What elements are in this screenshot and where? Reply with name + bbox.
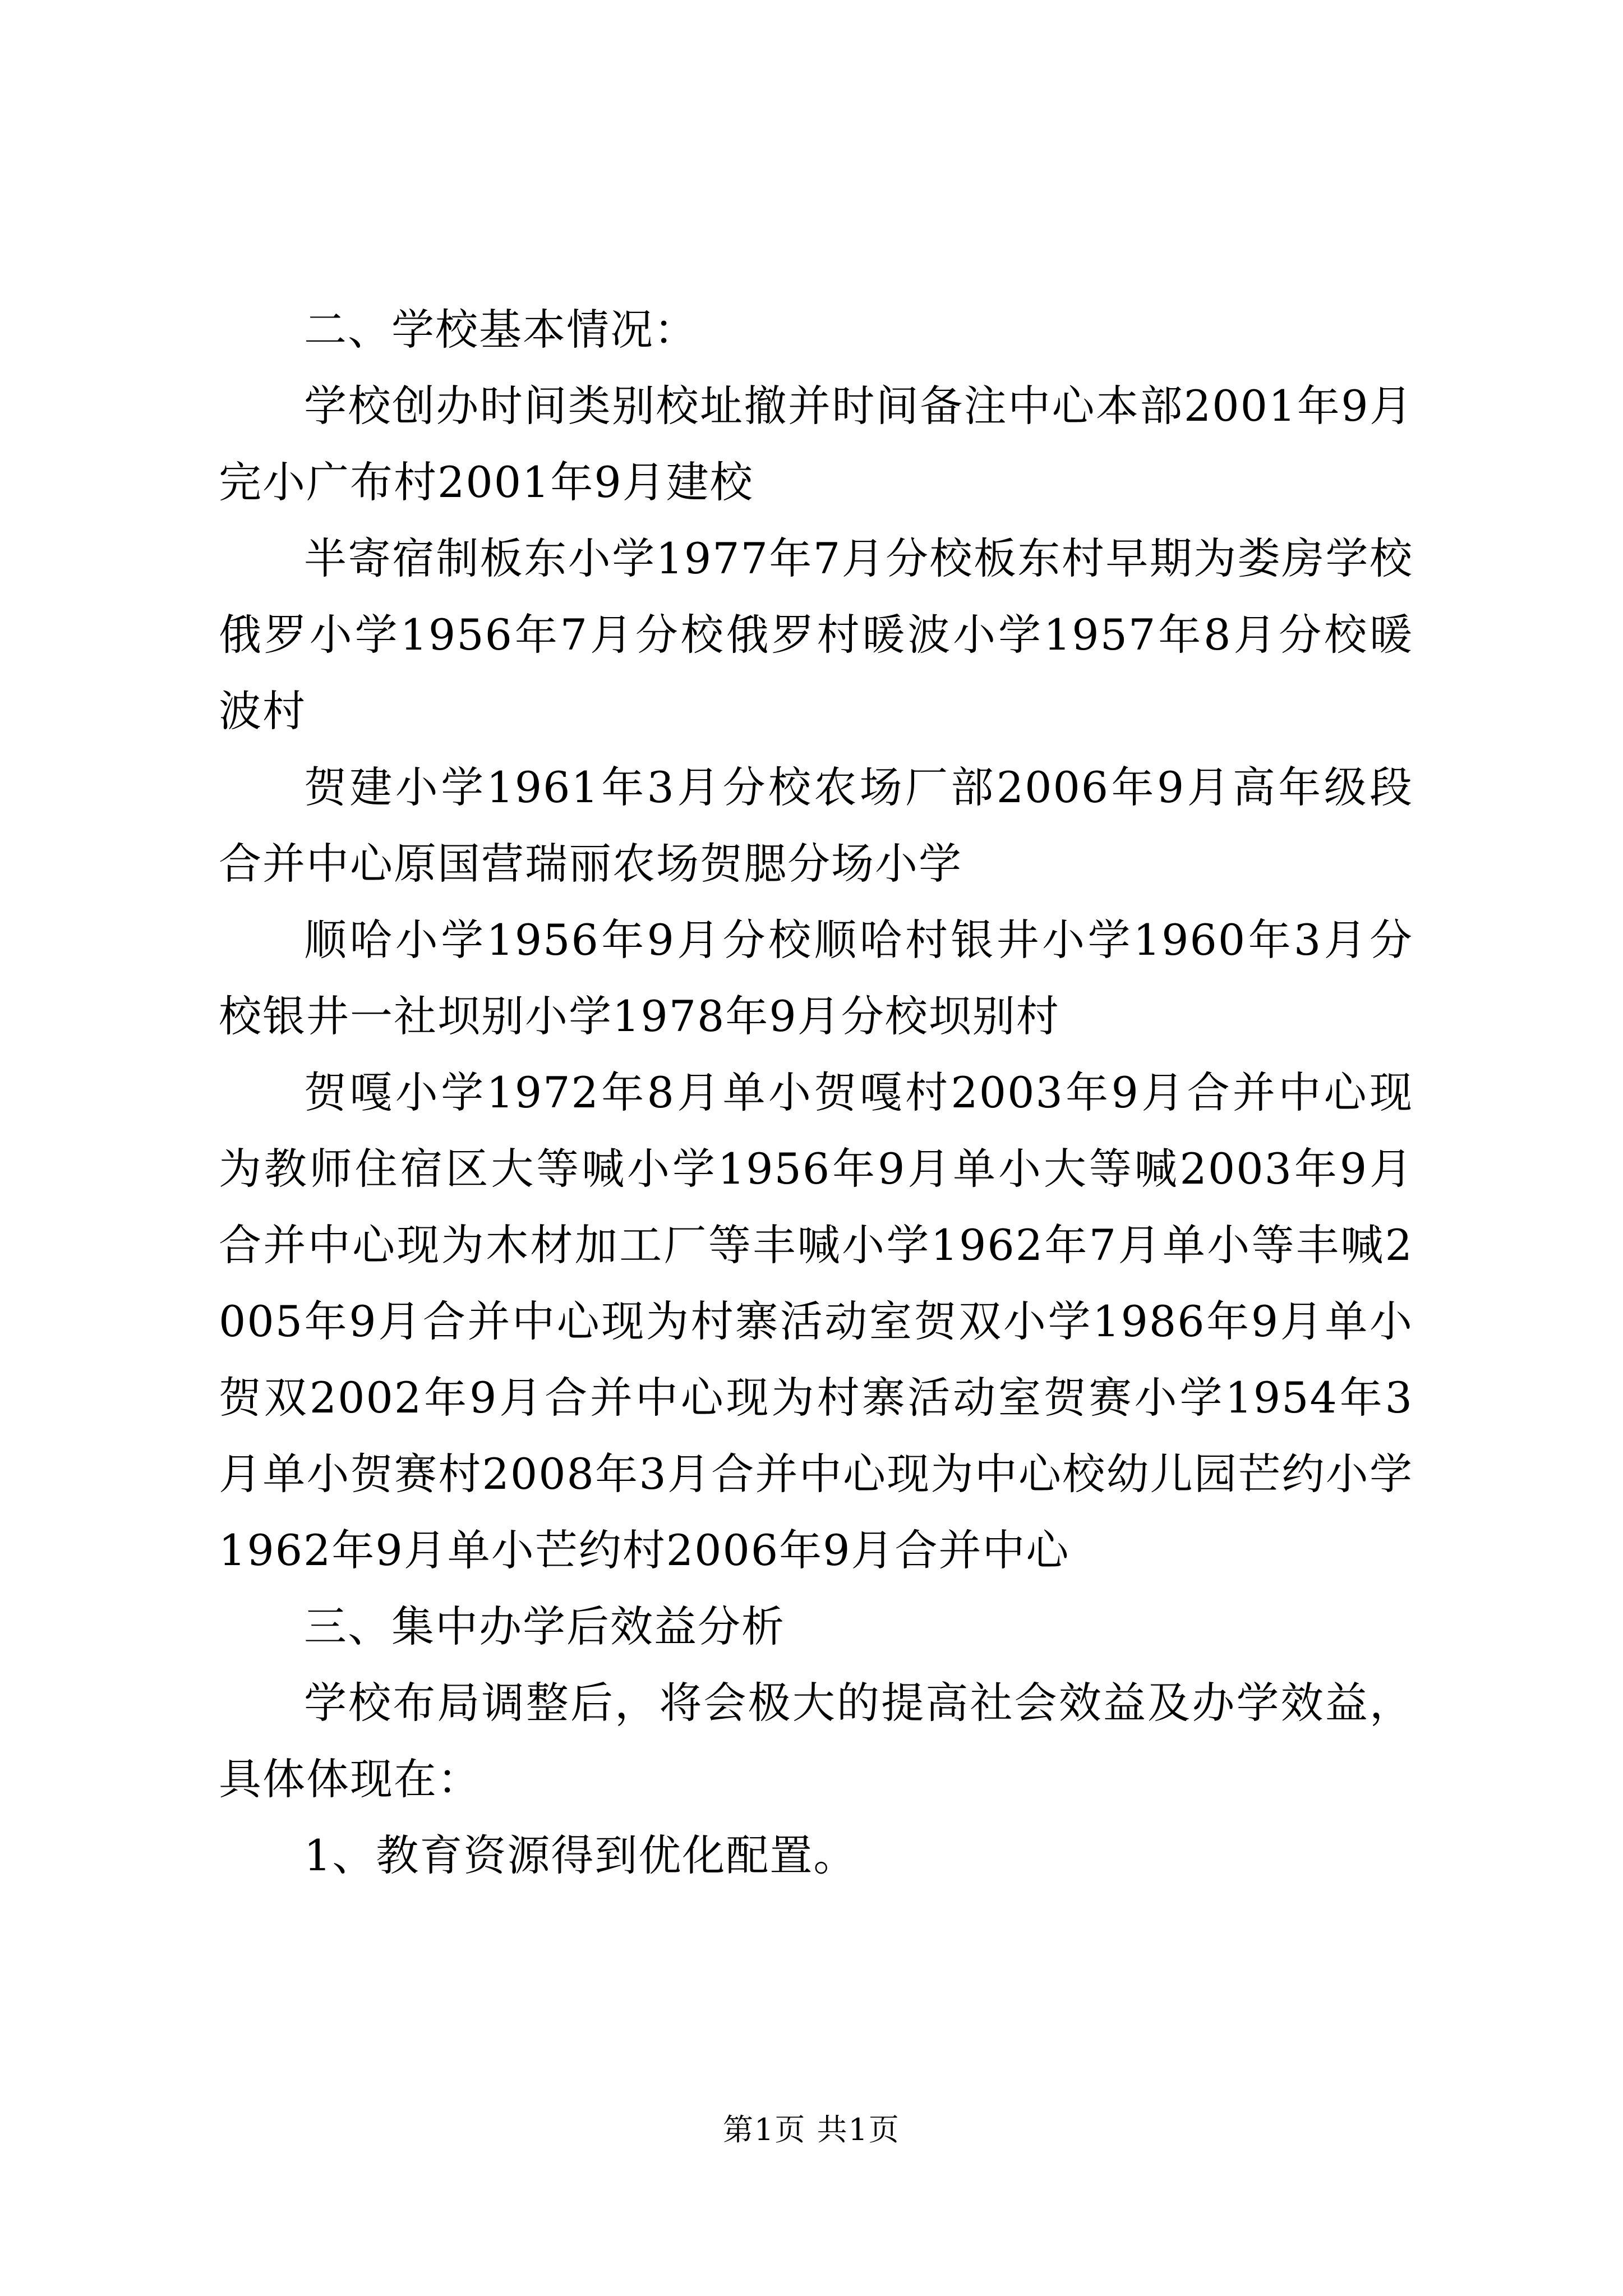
paragraph-school-table-intro: 学校创办时间类别校址撤并时间备注中心本部2001年9月完小广布村2001年9月建校 — [219, 381, 1413, 507]
list-item-resource-optimization: 1、教育资源得到优化配置。 — [304, 1830, 857, 1880]
paragraph-merged-schools: 贺嘎小学1972年8月单小贺嘎村2003年9月合并中心现为教师住宿区大等喊小学1956年9月单小大等喊2003年9月合并中心现为木材加工厂等丰喊小学1962年7月单小等丰喊2005年9月合并中心现为村寨活动室贺双小学1986年9月单小贺双2002年9月合并中心现为村寨活动室贺赛小学1954年3月单小贺赛村2008年3月合并中心现为中心校幼儿园芒约小学1962年9月单小芒约村2006年9月合并中心 — [219, 1068, 1413, 1575]
paragraph-branch-schools-3: 顺哈小学1956年9月分校顺哈村银井小学1960年3月分校银井一社坝别小学1978年9月分校坝别村 — [219, 915, 1413, 1041]
section-heading-basic-info: 二、学校基本情况： — [304, 305, 698, 355]
paragraph-branch-schools-2: 贺建小学1961年3月分校农场厂部2006年9月高年级段合并中心原国营瑞丽农场贺腮分场小学 — [219, 762, 1413, 889]
paragraph-branch-schools-1: 半寄宿制板东小学1977年7月分校板东村早期为娄房学校俄罗小学1956年7月分校俄罗村暖波小学1957年8月分校暖波村 — [219, 533, 1413, 736]
section-heading-benefit-analysis: 三、集中办学后效益分析 — [304, 1602, 785, 1651]
paragraph-benefit-intro: 学校布局调整后，将会极大的提高社会效益及办学效益，具体体现在： — [219, 1678, 1413, 1804]
document-body — [219, 292, 1413, 1894]
page-footer: 第1页 共1页 — [723, 2112, 900, 2147]
